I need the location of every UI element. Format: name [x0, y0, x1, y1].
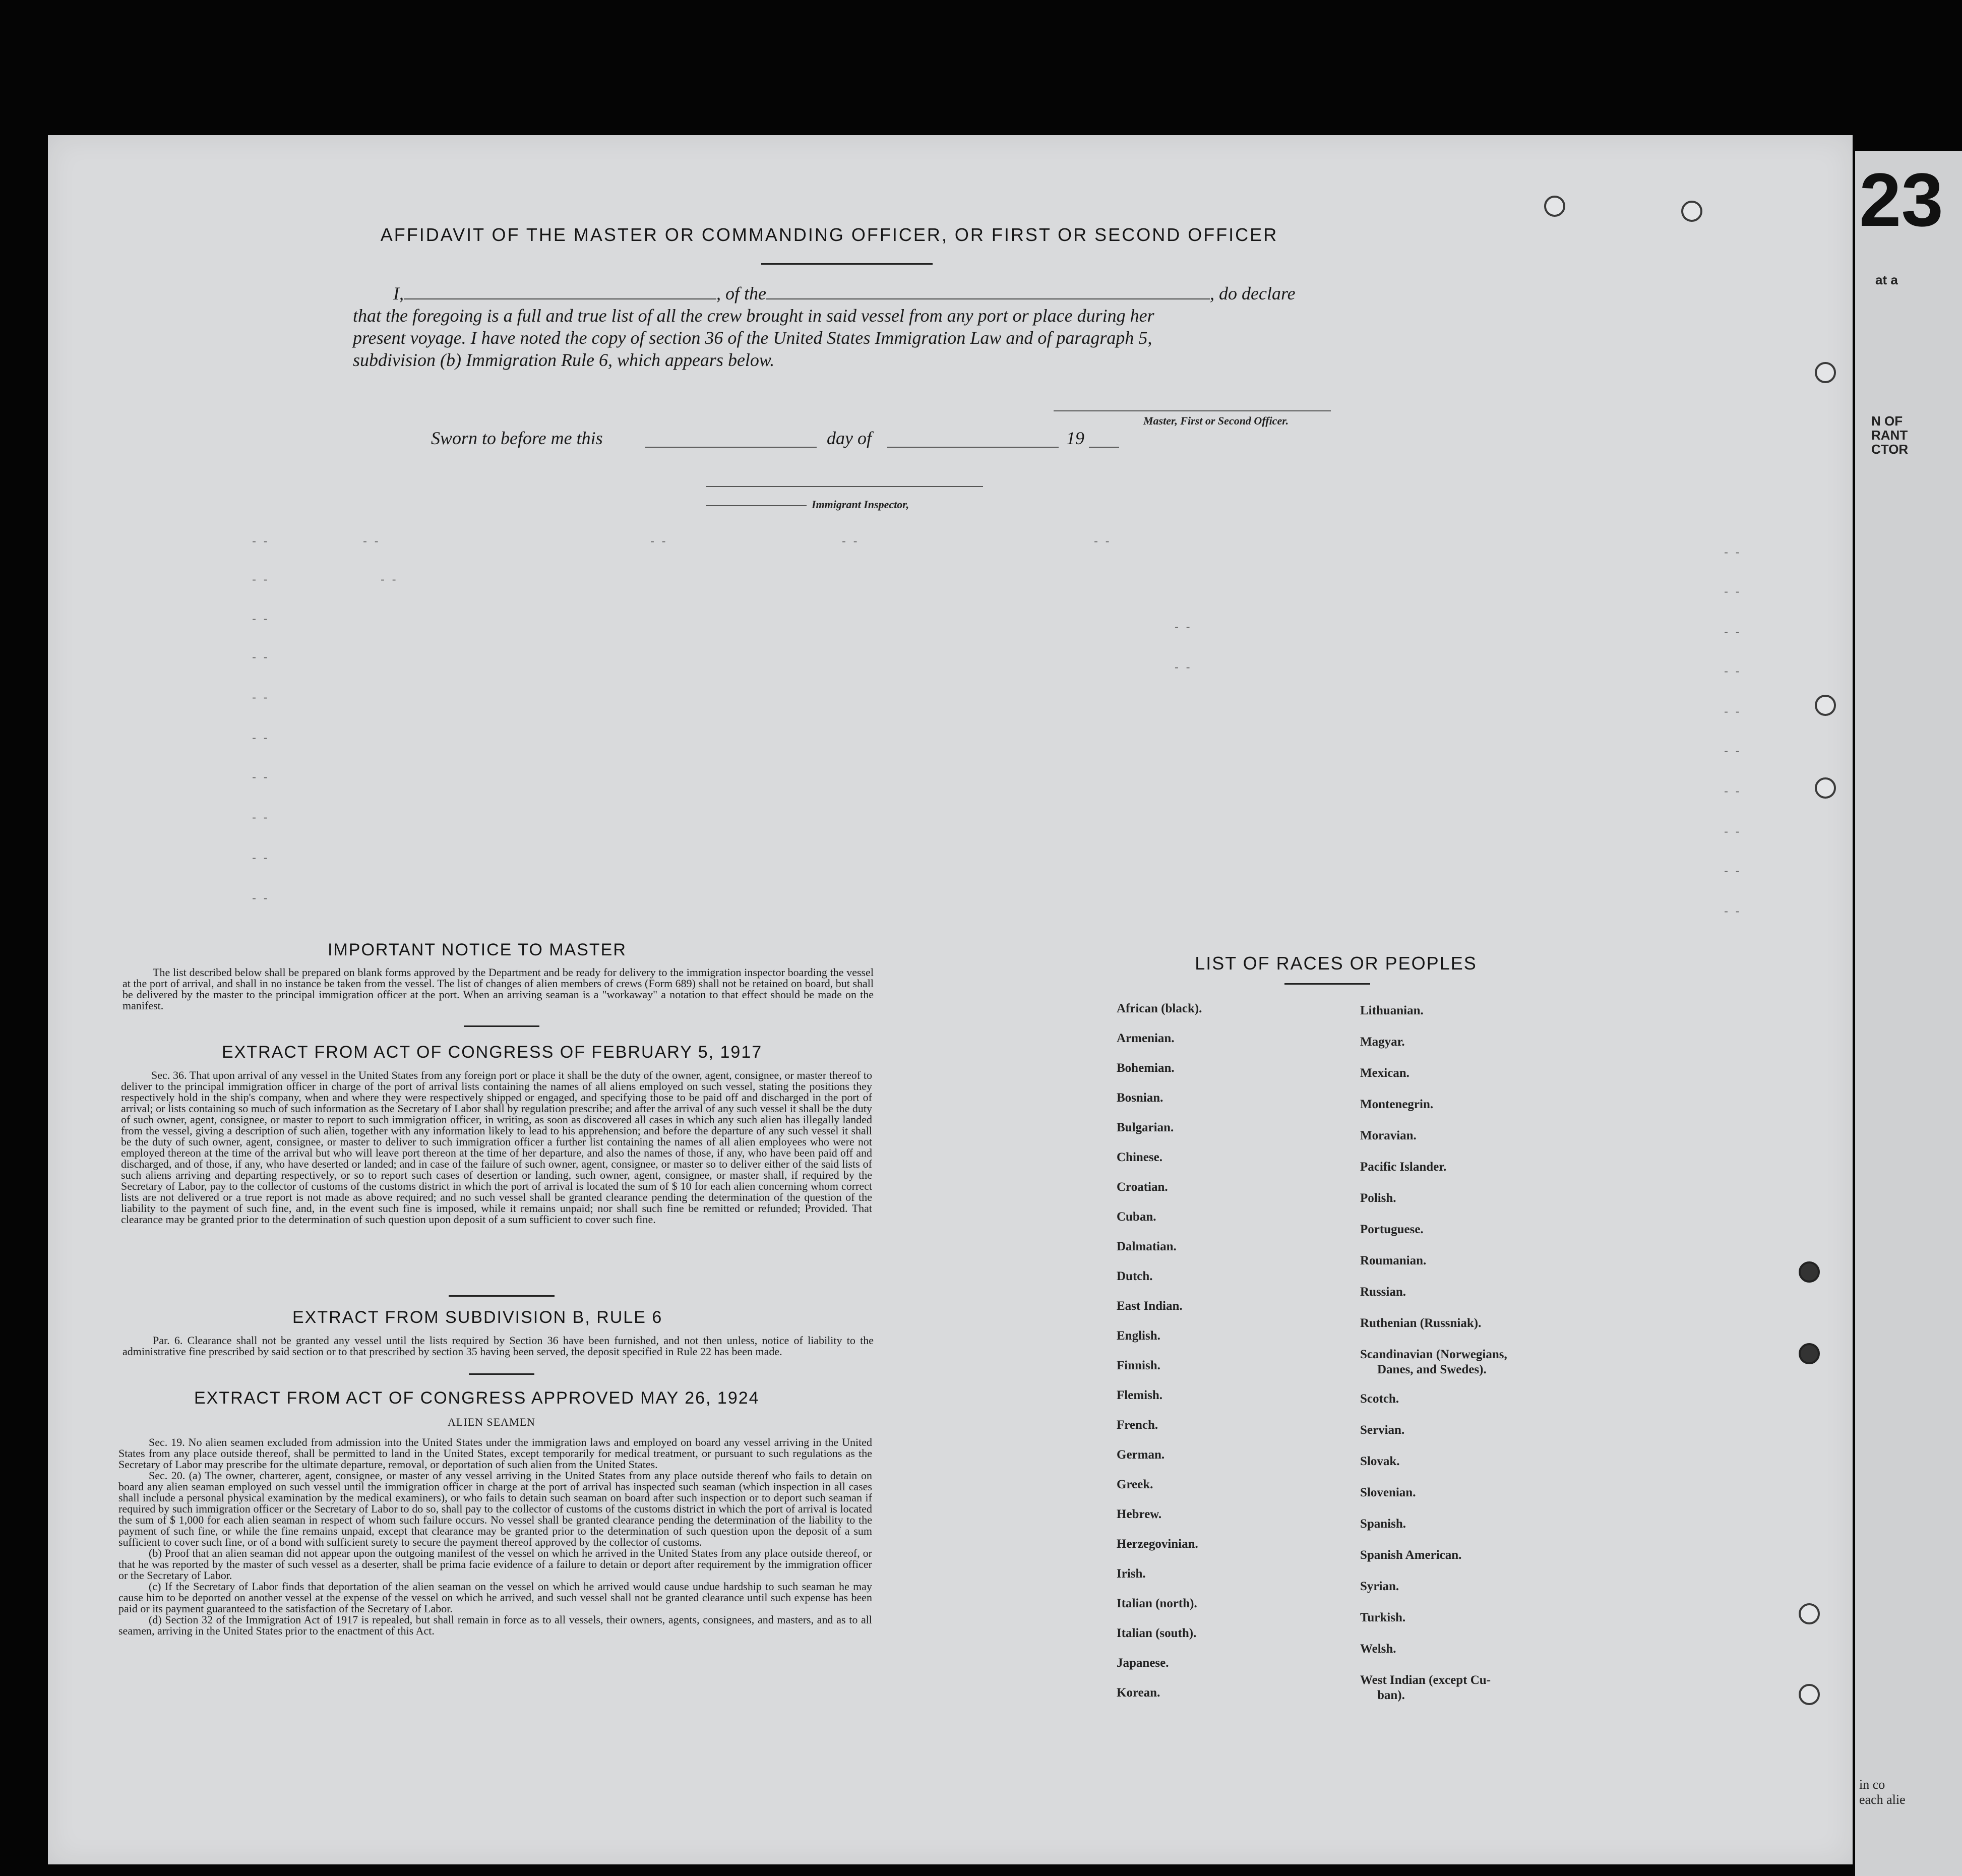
race-item: Welsh. — [1360, 1642, 1396, 1656]
binder-hole — [1799, 1343, 1820, 1364]
race-item: Greek. — [1117, 1478, 1153, 1491]
sec20d-paragraph: (d) Section 32 of the Immigration Act of 1917 is repealed, but shall remain in force as to all vessels, their owners, agents, consignees, and masters, and as to all seamen, arriving in the United States prior to the enactment of this Act. — [118, 1613, 872, 1637]
race-item: Spanish. — [1360, 1517, 1406, 1531]
inspector-caption: Immigrant Inspector, — [812, 498, 909, 511]
race-item: Slovak. — [1360, 1455, 1400, 1468]
race-item: Japanese. — [1117, 1656, 1169, 1670]
signature-caption: Master, First or Second Officer. — [1143, 414, 1289, 427]
vessel-blank — [766, 298, 1210, 299]
extract-rule6-title: EXTRACT FROM SUBDIVISION B, RULE 6 — [292, 1308, 663, 1327]
race-item: Magyar. — [1360, 1035, 1405, 1049]
race-item: Scandinavian (Norwegians, — [1360, 1348, 1507, 1361]
sec20a-paragraph: Sec. 20. (a) The owner, charterer, agent, consignee, or master of any vessel arriving in the United States from any place outside thereof who fails to detain on board any alien seaman employed on such vessel until the immigration officer in charge at the port of arrival has inspected such seaman (which inspection in all cases shall include a personal physical examination by the medical examiners), or who fails to detain such seaman on board after such inspection or to deport such seaman if required by such immigration officer or the Secretary of Labor to do so, shall pay to the collector of customs of the customs district in which the port of arrival is located the sum of $ 1,000 for each alien seaman in respect of whom such failure occurs. No vessel shall be granted clearance pending the determination of the liability to the payment of such fine, or while the fine remains unpaid, except that clearance may be granted prior to the determination of such question upon the deposit of a sum sufficient to cover such fine, or of a bond with sufficient surety to secure the payment thereof approved by the collector of customs. — [118, 1469, 872, 1548]
race-item: Scotch. — [1360, 1392, 1399, 1406]
extract-1917-title: EXTRACT FROM ACT OF CONGRESS OF FEBRUARY 5, 1917 — [222, 1043, 763, 1062]
extract-1924-text — [118, 1437, 872, 1637]
affidavit-title: AFFIDAVIT OF THE MASTER OR COMMANDING OFFICER, OR FIRST OR SECOND OFFICER — [380, 224, 1278, 245]
edge-text: at a — [1875, 272, 1898, 287]
race-item: Irish. — [1117, 1567, 1146, 1581]
title-rule — [761, 263, 933, 265]
binder-hole — [1815, 695, 1836, 716]
extract-1917-text — [121, 1070, 872, 1225]
race-item: Croatian. — [1117, 1180, 1168, 1194]
race-item: Russian. — [1360, 1285, 1406, 1299]
alien-seamen-subtitle: ALIEN SEAMEN — [448, 1416, 535, 1428]
separator-rule — [449, 1295, 555, 1297]
edge-text: N OF — [1871, 413, 1903, 429]
declaration-line: that the foregoing is a full and true list of all the crew brought in said vessel from any port or place during her — [353, 306, 1154, 326]
race-item: English. — [1117, 1329, 1160, 1343]
race-item: Dutch. — [1117, 1269, 1153, 1283]
sworn-year: 19 — [1066, 428, 1084, 448]
race-item: Italian (north). — [1117, 1597, 1197, 1610]
sec20b-paragraph: (b) Proof that an alien seaman did not appear upon the outgoing manifest of the vessel on which he arrived in the United States from any place outside thereof, or that he was reported by the master of such vessel as a deserter, shall be prima facie evidence of a failure to detain or deport after requirement by the immigration officer or the Secretary of Labor. — [118, 1547, 872, 1582]
year-blank — [1089, 447, 1119, 448]
race-item: Cuban. — [1117, 1210, 1156, 1224]
separator-rule — [469, 1373, 534, 1375]
race-item: Dalmatian. — [1117, 1240, 1177, 1253]
binder-hole — [1799, 1603, 1820, 1624]
race-item: ban). — [1377, 1688, 1405, 1702]
race-item: Hebrew. — [1117, 1507, 1162, 1521]
separator-rule — [464, 1025, 539, 1027]
page-number: 23 — [1859, 157, 1943, 242]
race-item: Korean. — [1117, 1686, 1160, 1700]
edge-text: each alie — [1859, 1792, 1906, 1807]
declaration-of-the: , of the — [716, 283, 766, 304]
declaration-line: present voyage. I have noted the copy of section 36 of the United States Immigration Law and of paragraph 5, — [353, 328, 1152, 348]
sworn-day-of: day of — [827, 428, 872, 448]
races-title-rule — [1284, 983, 1370, 985]
race-item: East Indian. — [1117, 1299, 1183, 1313]
race-item: Servian. — [1360, 1423, 1405, 1437]
inspector-line-short — [706, 505, 807, 506]
race-item: Bohemian. — [1117, 1061, 1175, 1075]
race-item: West Indian (except Cu- — [1360, 1673, 1491, 1687]
extract-rule6-text — [122, 1335, 874, 1357]
races-title: LIST OF RACES OR PEOPLES — [1195, 953, 1477, 974]
race-item: Italian (south). — [1117, 1626, 1197, 1640]
sworn-prefix: Sworn to before me this — [431, 428, 603, 448]
adjacent-page — [1855, 151, 1962, 1876]
declaration — [353, 282, 1336, 371]
day-blank — [645, 447, 817, 448]
race-item: French. — [1117, 1418, 1158, 1432]
race-item: Portuguese. — [1360, 1223, 1424, 1236]
race-item: Flemish. — [1117, 1388, 1162, 1402]
race-item: Polish. — [1360, 1191, 1396, 1205]
race-item: Pacific Islander. — [1360, 1160, 1447, 1174]
race-item: Montenegrin. — [1360, 1098, 1434, 1111]
race-item: Moravian. — [1360, 1129, 1417, 1142]
race-item: Mexican. — [1360, 1066, 1409, 1080]
edge-text: in co — [1859, 1777, 1885, 1792]
notice-title: IMPORTANT NOTICE TO MASTER — [328, 940, 627, 959]
race-item: Finnish. — [1117, 1359, 1160, 1372]
declaration-do-declare: , do declare — [1209, 283, 1296, 304]
binder-hole — [1799, 1261, 1820, 1283]
race-item: Armenian. — [1117, 1032, 1175, 1045]
binder-hole — [1815, 777, 1836, 799]
race-item: German. — [1117, 1448, 1165, 1462]
sec36-paragraph: Sec. 36. That upon arrival of any vessel in the United States from any foreign port or place it shall be the duty of the owner, agent, consignee, or master thereof to deliver to the principal immigration officer in charge of the port of arrival lists containing the names of all aliens employed on such vessel, stating the positions they respectively hold in the ship's company, when and where they were respectively shipped or engaged, and specifying those to be paid off and discharged in the port of arrival; or lists containing so much of such information as the Secretary of Labor shall by regulation prescribe; and after the arrival of any such vessel it shall be the duty of such owner, agent, consignee, or master to report to such immigration officer, in writing, as soon as discovered all cases in which any such alien has illegally landed from the vessel, giving a description of such alien, together with any information likely to lead to his apprehension; and before the departure of any such vessel it shall be the duty of such owner, agent, consignee, or master to deliver to such immigration officer a further list containing the names of all alien employees who were not employed thereon at the time of the arrival but who will leave port thereon at the time of her departure, and also the names of those, if any, who have been paid off and discharged, and of those, if any, who have deserted or landed; and in case of the failure of such owner, agent, consignee, or master so to deliver either of the said lists of such aliens arriving and departing respectively, or so to report such cases of desertion or landing, such owner, agent, consignee, or master shall, if required by the Secretary of Labor, pay to the collector of customs of the customs district in which the port of arrival is located the sum of $ 10 for each alien concerning whom correct lists are not delivered or a true report is not made as above required; and no such vessel shall be granted clearance pending the determination of the question of the liability to the payment of such fine, and, in the event such fine is imposed, while it remains unpaid; nor shall such fine be remitted or refunded; Provided. That clearance may be granted prior to the determination of such question upon deposit of a sum sufficient to cover such fine. — [121, 1069, 872, 1226]
race-item: Herzegovinian. — [1117, 1537, 1198, 1551]
sec20c-paragraph: (c) If the Secretary of Labor finds that deportation of the alien seaman on the vessel on which he arrived would cause undue hardship to such seaman he may cause him to be deported on another vessel at the expense of the vessel on which he arrived, and such vessel shall not be granted clearance until such expense has been paid or its payment guaranteed to the satisfaction of the Secretary of Labor. — [118, 1580, 872, 1615]
inspector-line — [706, 486, 983, 487]
binder-hole — [1681, 201, 1702, 222]
binder-hole — [1544, 196, 1565, 217]
race-item: Danes, and Swedes). — [1377, 1363, 1487, 1376]
month-blank — [887, 447, 1059, 448]
race-item: Spanish American. — [1360, 1548, 1462, 1562]
declaration-i: I, — [393, 283, 404, 304]
edge-text: CTOR — [1871, 442, 1909, 457]
sec19-paragraph: Sec. 19. No alien seamen excluded from admission into the United States under the immigration laws and employed on board any vessel arriving in the United States from any place outside thereof, shall be permitted to land in the United States, except temporarily for medical treatment, or pursuant to such regulations as the Secretary of Labor may prescribe for the ultimate departure, removal, or deportation of such alien from the United States. — [118, 1436, 872, 1471]
race-item: Turkish. — [1360, 1611, 1406, 1624]
par6-paragraph: Par. 6. Clearance shall not be granted any vessel until the lists required by Section 36 have been furnished, and not then unless, notice of liability to the administrative fine prescribed by said section or to that prescribed by section 35 having been served, the deposit specified in Rule 22 has been made. — [122, 1334, 874, 1358]
race-item: Ruthenian (Russniak). — [1360, 1316, 1482, 1330]
notice-paragraph: The list described below shall be prepared on blank forms approved by the Department and be ready for delivery to the immigration inspector boarding the vessel at the port of arrival, and shall in no instance be taken from the vessel. The list of changes of alien members of crews (Form 689) shall not be retained on board, but shall be delivered by the master to the principal immigration officer at the port. When an arriving seaman is a "workaway" a notation to that effect should be made on the manifest. — [122, 966, 874, 1012]
race-item: Bulgarian. — [1117, 1121, 1174, 1134]
binder-hole — [1815, 362, 1836, 383]
race-item: Bosnian. — [1117, 1091, 1163, 1105]
name-blank — [404, 298, 716, 299]
declaration-line: subdivision (b) Immigration Rule 6, which appears below. — [353, 350, 775, 370]
notice-text — [122, 967, 874, 1011]
race-item: Syrian. — [1360, 1580, 1399, 1593]
binder-hole — [1799, 1684, 1820, 1705]
extract-1924-title: EXTRACT FROM ACT OF CONGRESS APPROVED MAY 26, 1924 — [194, 1388, 760, 1408]
race-item: Roumanian. — [1360, 1254, 1427, 1267]
race-item: Lithuanian. — [1360, 1004, 1424, 1017]
edge-text: RANT — [1871, 428, 1908, 443]
signature-line — [1054, 410, 1331, 411]
race-item: Chinese. — [1117, 1151, 1162, 1164]
race-item: Slovenian. — [1360, 1486, 1416, 1499]
race-item: African (black). — [1117, 1002, 1202, 1015]
